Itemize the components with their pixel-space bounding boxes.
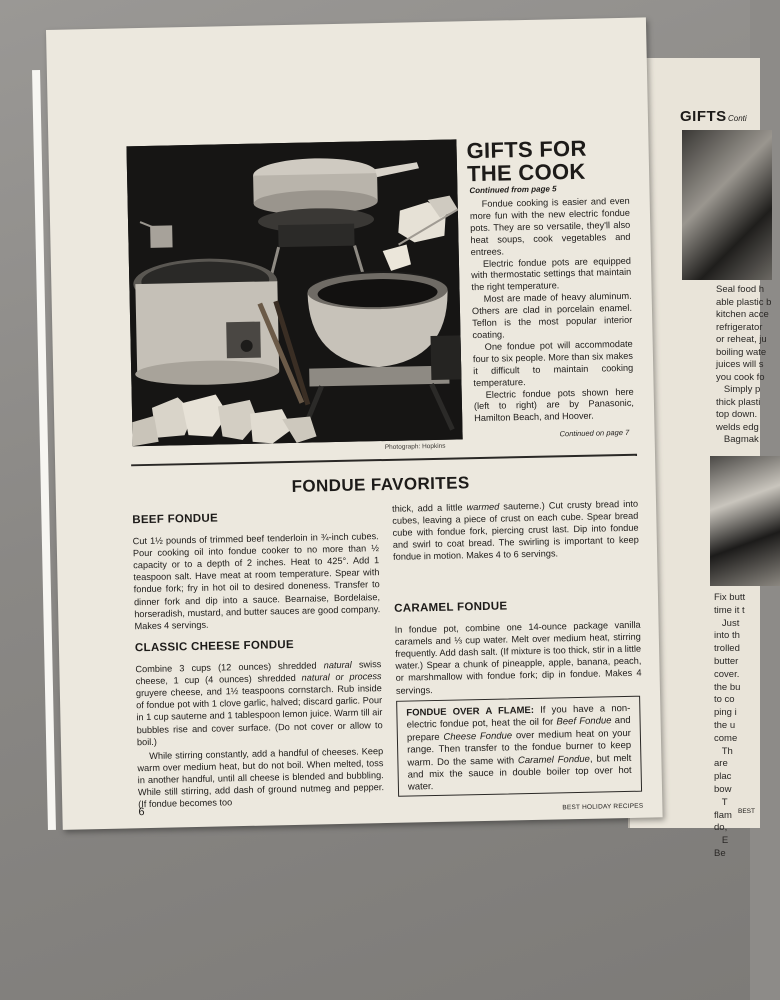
tip-lead: FONDUE OVER A FLAME: (406, 704, 535, 719)
page-number: 6 (138, 806, 145, 819)
facing-page-continued: Conti (728, 114, 747, 123)
text-run: thick, add a little (391, 502, 467, 514)
gifts-title (466, 137, 587, 186)
facing-page-footer: BEST (738, 808, 755, 815)
text-run-italic: Beef Fondue (556, 715, 612, 728)
facing-page-photo-top (682, 130, 772, 280)
cheese-fondue-title: CLASSIC CHEESE FONDUE (134, 638, 295, 655)
text-run-italic: warmed (466, 501, 500, 513)
gifts-title-line1: GIFTS FOR (466, 135, 587, 164)
text-run: over medium heat on your range. Then transfer to the fondue burner to keep warm. Do the same with (407, 727, 632, 769)
cheese-fondue-recipe (135, 637, 384, 810)
page-footer: BEST HOLIDAY RECIPES (562, 802, 644, 812)
gifts-paragraph: Most are made of heavy aluminum. Others are clad in porcelain enamel. Teflon is the most popular interior coating. (471, 291, 633, 341)
text-run-italic: natural (323, 659, 352, 671)
caramel-fondue-title: CARAMEL FONDUE (394, 600, 508, 615)
text-run: and prepare (406, 715, 631, 744)
cheese-fondue-continued (392, 498, 639, 564)
fondue-pots-photo (126, 139, 462, 446)
gifts-paragraph: Electric fondue pots are equipped with thermostatic settings that maintain the right temperature. (471, 255, 632, 293)
text-run: swiss cheese, 1 cup (4 ounces) shredded (135, 659, 382, 687)
facing-page-photo-middle (710, 456, 780, 586)
fondue-over-flame-tip (396, 696, 642, 797)
text-run-italic: Caramel Fondue (517, 753, 591, 766)
gifts-title-line2: THE COOK (466, 158, 586, 187)
facing-page-text-top: Seal food h able plastic b kitchen acce refrigerator or reheat, ju boiling wate juices will s you cook fo Simply p thick plasti top down. welds edg Bagmak (716, 284, 772, 445)
facing-page-text-bottom: Fix butt time it t Just into th trolled butter cover. the bu to co ping i the u come Th are plac bow T flam do, E Be (714, 592, 746, 859)
cheese-fondue-text-2: While stirring constantly, add a handful of cheeses. Keep warm over medium heat, but do not boil. When melted, toss in another handful, until all cheese is blended and bubbling. While still stirring, add dash of ground nutmeg and pepper. (If fondue becomes too (137, 745, 385, 810)
text-run: , but melt and mix the sauce in double boiler top over hot water. (407, 752, 632, 794)
caramel-fondue-text: In fondue pot, combine one 14-ounce package vanilla caramels and ⅓ cup water. Melt over medium heat, stirring frequently. Add dash salt. (If mixture is too thick, stir in a little water.) Spear a chunk of pineapple, apple, banana, peach, or marshmallow with fondue fork; dip in fondue. Makes 4 servings. (394, 619, 642, 696)
text-run: If you have a non-electric fondue pot, heat the oil for (406, 702, 631, 732)
cheese-fondue-text-3 (392, 498, 639, 564)
gifts-paragraph: One fondue pot will accommodate four to six people. More than six makes it difficult to maintain cooking temperature. (472, 338, 634, 388)
facing-page-heading: GIFTS (680, 108, 727, 125)
text-run: Combine 3 cups (12 ounces) shredded (135, 660, 324, 675)
text-run-italic: Cheese Fondue (443, 730, 513, 743)
cheese-fondue-text-1 (135, 658, 383, 748)
caramel-fondue-recipe (394, 598, 642, 697)
gifts-continued-from: Continued from page 5 (469, 184, 557, 196)
beef-fondue-recipe (132, 509, 380, 632)
gifts-paragraph: Electric fondue pots shown here (left to right) are by Panasonic, Hamilton Beach, and Hoover. (473, 386, 635, 424)
fondue-pots-illustration (126, 139, 462, 446)
gifts-body (470, 196, 635, 426)
section-title: FONDUE FAVORITES (291, 473, 470, 496)
gifts-continued-on: Continued on page 7 (559, 427, 630, 439)
photo-credit: Photograph: Hopkins (384, 442, 446, 451)
gifts-paragraph: Fondue cooking is easier and even more fun with the new electric fondue pots. They are so versatile, they'll also heat soups, cook vegetables and entrees. (469, 195, 631, 257)
beef-fondue-title: BEEF FONDUE (132, 512, 219, 527)
text-run-italic: natural or process (301, 671, 382, 683)
beef-fondue-text: Cut 1½ pounds of trimmed beef tenderloin in ¾-inch cubes. Pour cooking oil into fondue cooker to no more than ½ capacity or to a depth of 2 inches. Heat to 425°. Add 1 teaspoon salt. Have meat at room temperature. Spear with fondue fork; fry in hot oil to desired doneness. Transfer to dinner fork and dip into a sauce. Bearnaise, Bordelaise, horseradish, mustard, and butter sauces are good company. Makes 4 servings. (132, 531, 381, 632)
section-divider (131, 454, 637, 466)
text-run: sauterne.) Cut crusty bread into cubes, leaving a piece of crust on each cube. Spear bread cube with fondue fork, piercing crust last. Dip into fondue and swirl to coat bread. The swirling is important to keep fondue in motion. Makes 4 to 6 servings. (392, 498, 639, 563)
text-run: gruyere cheese, and 1½ teaspoons cornstarch. Rub inside of fondue pot with 1 clove garlic, halved; discard garlic. Pour in 1 cup sauterne and 1 tablespoon lemon juice. Warm till air bubbles rise and cover surface. (Do not cover or allow to boil.) (135, 683, 383, 747)
magazine-page (46, 17, 663, 829)
